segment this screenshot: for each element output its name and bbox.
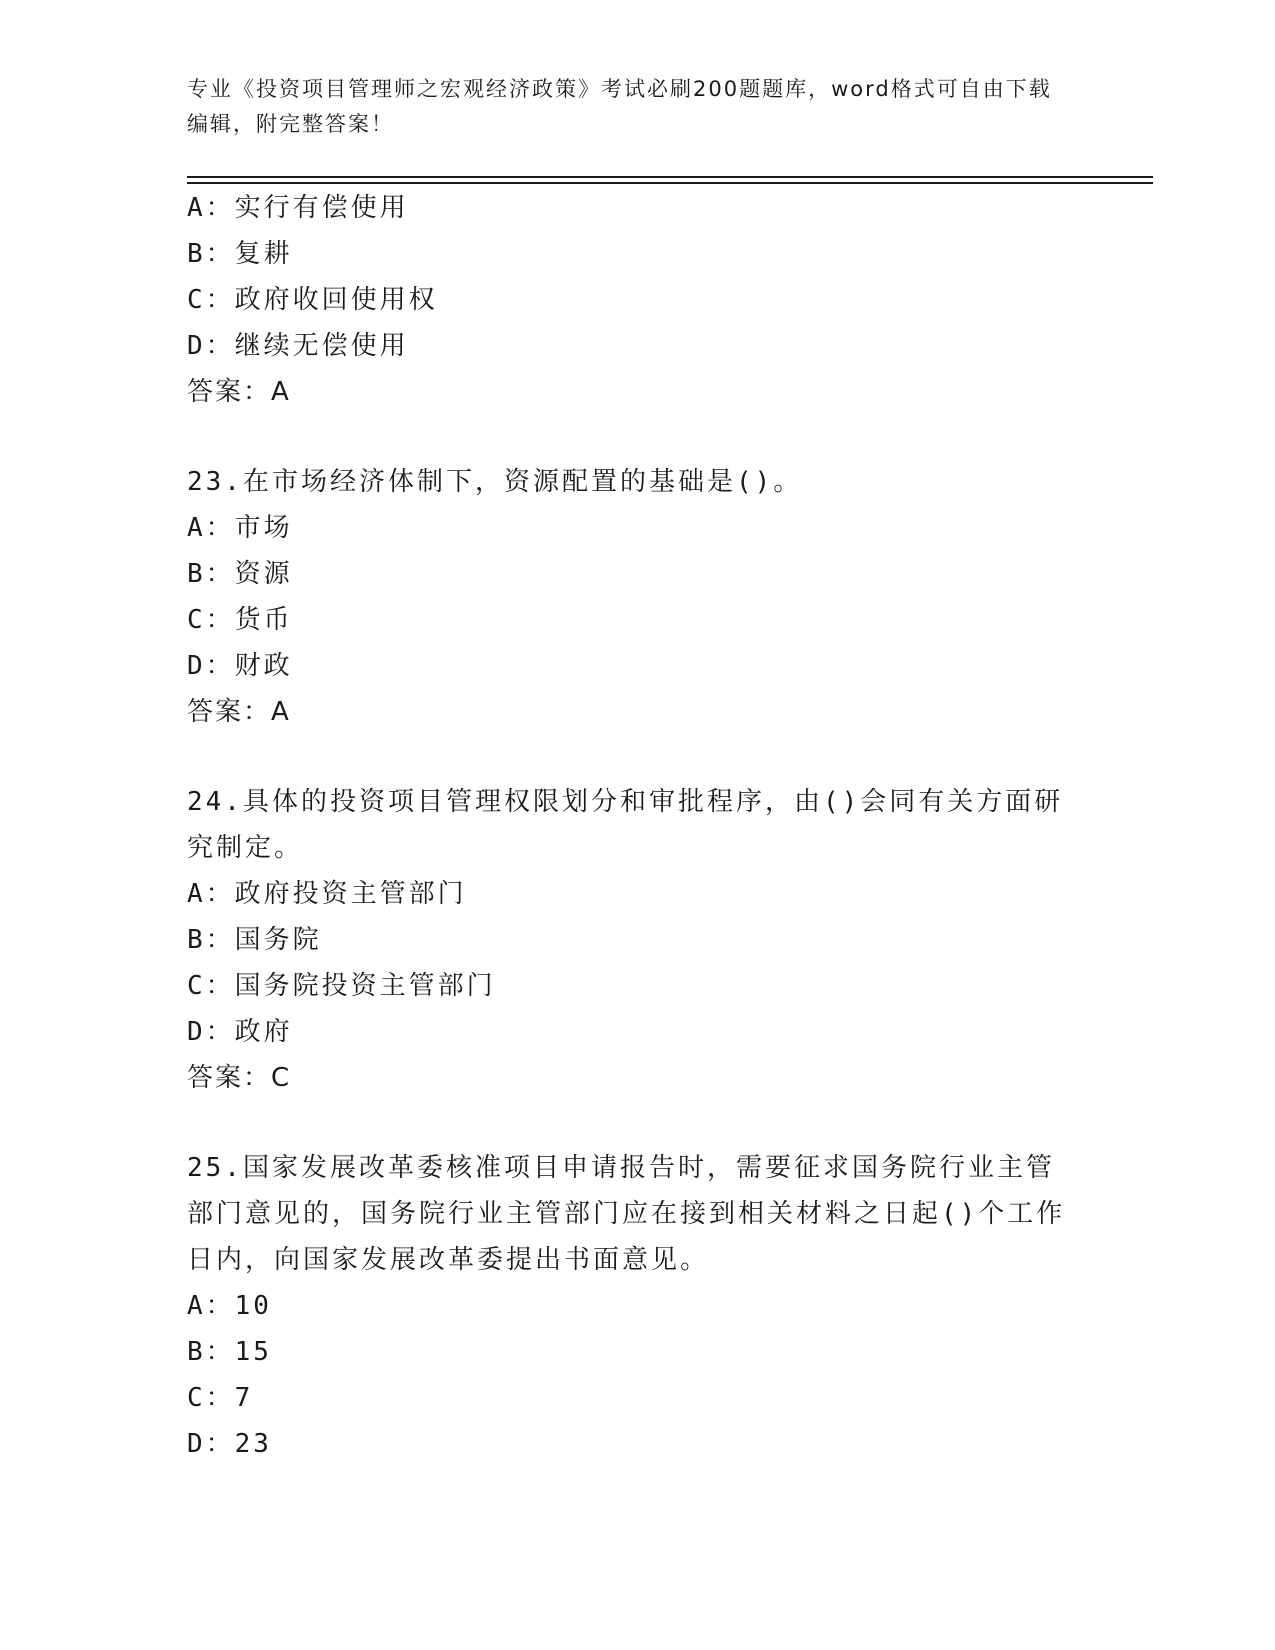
option-a: A：政府投资主管部门 <box>187 879 467 909</box>
option-a: A：10 <box>187 1291 272 1321</box>
question-stem: 25.国家发展改革委核准项目申请报告时，需要征求国务院行业主管部门意见的，国务院行业主管部门应在接到相关材料之日起()个工作日内，向国家发展改革委提出书面意见。 <box>187 1153 1066 1275</box>
question-list <box>187 185 1087 1467</box>
option-d: D：继续无偿使用 <box>187 331 409 361</box>
option-b: B：国务院 <box>187 925 322 955</box>
question-24 <box>187 779 1087 1101</box>
option-c: C：国务院投资主管部门 <box>187 971 496 1001</box>
spacer <box>187 1101 1087 1145</box>
question-23 <box>187 459 1087 735</box>
question-stem: 24.具体的投资项目管理权限划分和审批程序，由()会同有关方面研究制定。 <box>187 787 1064 863</box>
spacer <box>187 735 1087 779</box>
question-25 <box>187 1145 1087 1467</box>
question-stem: 23.在市场经济体制下，资源配置的基础是()。 <box>187 467 803 497</box>
answer: 答案：A <box>187 697 291 727</box>
option-d: D：政府 <box>187 1017 293 1047</box>
option-a: A：实行有偿使用 <box>187 193 409 223</box>
option-b: B：15 <box>187 1337 272 1367</box>
option-b: B：复耕 <box>187 239 293 269</box>
option-d: D：23 <box>187 1429 272 1459</box>
document-header: 专业《投资项目管理师之宏观经济政策》考试必刷200题题库，word格式可自由下载编辑，附完整答案！ <box>187 77 1052 136</box>
option-a: A：市场 <box>187 513 293 543</box>
option-c: C：7 <box>187 1383 254 1413</box>
answer: 答案：C <box>187 1063 292 1093</box>
option-c: C：货币 <box>187 605 293 635</box>
header-rule-bottom <box>187 182 1153 184</box>
option-d: D：财政 <box>187 651 293 681</box>
option-c: C：政府收回使用权 <box>187 285 438 315</box>
question-22 <box>187 185 1087 415</box>
header-rule-top <box>187 176 1153 178</box>
spacer <box>187 415 1087 459</box>
option-b: B：资源 <box>187 559 293 589</box>
answer: 答案：A <box>187 377 291 407</box>
